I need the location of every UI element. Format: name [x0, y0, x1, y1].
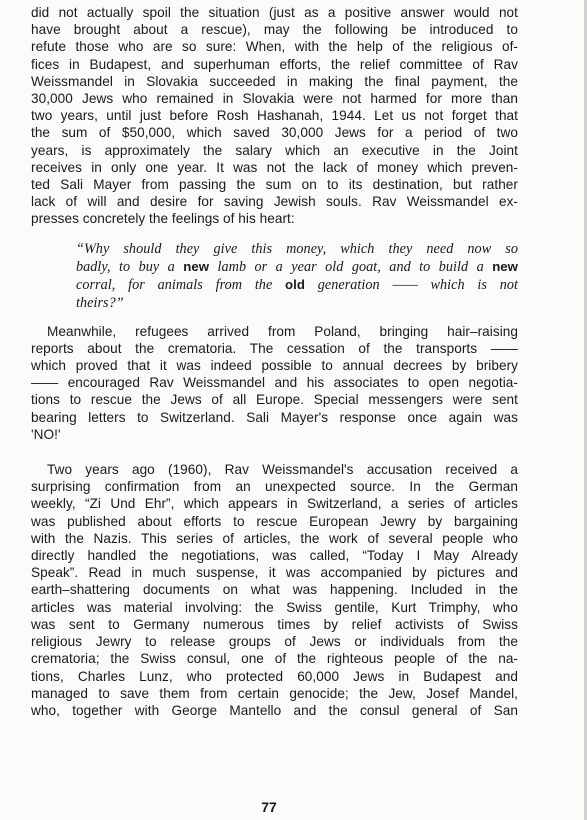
text-line: receives in only one year. It was not the lack of money which preven-	[31, 159, 518, 175]
text-line: tions to rescue the Jews of all Europe. Special messengers were sent	[31, 392, 518, 408]
paragraph-2	[31, 323, 518, 443]
text-line: fices in Budapest, and superhuman efforts, the relief committee of Rav	[31, 56, 518, 72]
quote-text: corral, for animals from the	[76, 276, 286, 293]
text-line: presses concretely the feelings of his heart:	[31, 211, 295, 227]
text-line: crematoria; the Swiss consul, one of the righteous people of the na-	[31, 651, 518, 667]
text-line: Speak”. Read in much suspense, it was accompanied by pictures and	[31, 565, 518, 581]
text-line: —— encouraged Rav Weissmandel and his associates to open negotia-	[31, 375, 518, 391]
quote-text: lamb or a year old goat, and to build a	[209, 258, 493, 275]
block-quote	[76, 240, 518, 312]
text-line: Weissmandel in Slovakia succeeded in making the final payment, the	[31, 73, 518, 89]
text-line: have brought about a rescue), may the following be introduced to	[31, 22, 518, 38]
text-line: Meanwhile, refugees arrived from Poland, bringing hair–raising	[47, 323, 518, 339]
text-line: 'NO!'	[31, 426, 61, 442]
text-line: managed to save them from certain genocide; the Jew, Josef Mandel,	[31, 685, 518, 701]
page-number: 77	[261, 799, 277, 815]
text-line: two years, until just before Rosh Hashanah, 1944. Let us not forget that	[31, 108, 518, 124]
quote-line	[76, 294, 518, 312]
text-line: reports about the crematoria. The cessation of the transports ——	[31, 340, 518, 356]
text-line: with the Nazis. This series of articles, the work of several people who	[31, 530, 518, 546]
text-line: 30,000 Jews who remained in Slovakia were not harmed for more than	[31, 91, 518, 107]
text-line: who, together with George Mantello and the consul general of San	[31, 702, 518, 718]
quote-emphasis: old	[285, 276, 305, 292]
text-line: years, is approximately the salary which an executive in the Joint	[31, 142, 518, 158]
text-line: bearing letters to Switzerland. Sali Mayer's response once again was	[31, 409, 518, 425]
text-line: which proved that it was indeed possible to annual decrees by bribery	[31, 358, 518, 374]
paragraph-gap	[31, 443, 518, 461]
text-line: ted Sali Mayer from passing the sum on to its destination, but rather	[31, 177, 518, 193]
quote-text: badly, to buy a	[76, 258, 184, 275]
text-line: was published about efforts to rescue European Jewry by bargaining	[31, 513, 518, 529]
paragraph-1	[31, 4, 518, 228]
text-line: did not actually spoil the situation (just as a positive answer would not	[31, 5, 518, 20]
text-line: was sent to Germany numerous times by relief activists of Swiss	[31, 616, 518, 632]
text-line: directly handled the negotiations, was called, “Today I May Already	[31, 548, 518, 564]
quote-emphasis: new	[492, 258, 518, 274]
page-body	[31, 4, 518, 719]
quote-text: theirs?”	[76, 294, 124, 311]
text-line: weekly, “Zi Und Ehr”, which appears in Switzerland, a series of articles	[31, 496, 518, 512]
quote-line	[76, 276, 518, 294]
paragraph-3	[31, 461, 518, 719]
quote-emphasis: new	[183, 258, 210, 274]
quote-text: generation —— which is not	[304, 276, 518, 293]
text-line: tions, Charles Lunz, who protected 60,000 Jews in Budapest and	[31, 668, 518, 684]
text-line: religious Jewry to release groups of Jews or individuals from the	[31, 634, 518, 650]
text-line: Two years ago (1960), Rav Weissmandel's accusation received a	[47, 462, 518, 478]
text-line: lack of will and desire for saving Jewish souls. Rav Weissmandel ex-	[31, 194, 518, 210]
text-line: earth–shattering documents on what was happening. Included in the	[31, 582, 518, 598]
text-line: surprising confirmation from an unexpected source. In the German	[31, 479, 518, 495]
quote-line	[76, 240, 518, 258]
text-line: refute those who are so sure: When, with the help of the religious of-	[31, 39, 518, 55]
quote-text: “Why should they give this money, which they need now so	[76, 240, 518, 257]
text-line: the sum of $50,000, which saved 30,000 Jews for a period of two	[31, 125, 518, 141]
text-line: articles was material involving: the Swiss gentile, Kurt Trimphy, who	[31, 599, 518, 615]
quote-line	[76, 258, 518, 276]
